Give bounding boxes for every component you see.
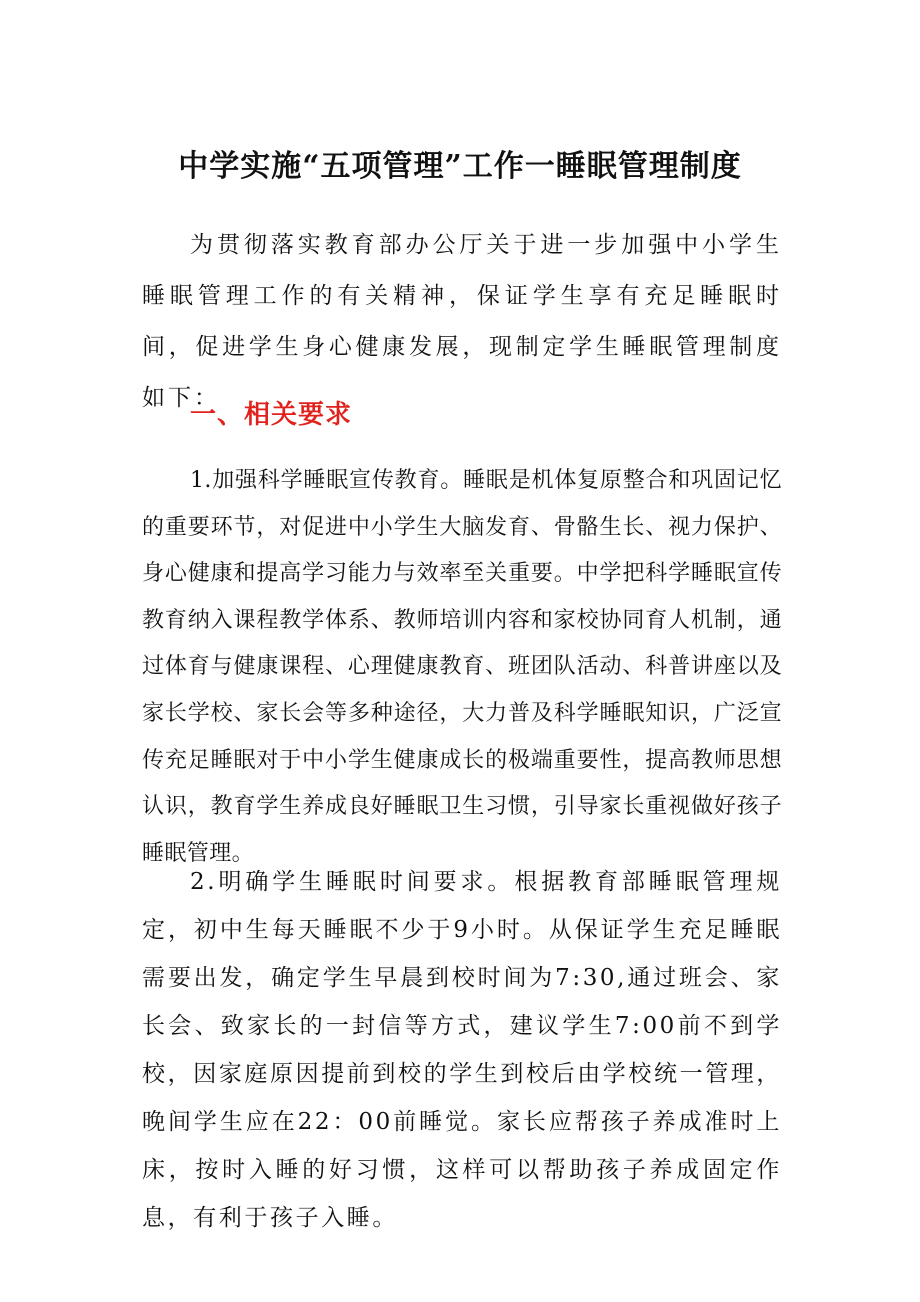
page-title: 中学实施“五项管理”工作一睡眠管理制度 xyxy=(178,149,742,184)
paragraph-1: 1.加强科学睡眠宣传教育。睡眠是机体复原整合和巩固记忆的重要环节，对促进中小学生大脑发育、骨骼生长、视力保护、身心健康和提高学习能力与效率至关重要。中学把科学睡眠宣传教育纳入课程教学体系、教师培训内容和家校协同育人机制，通过体育与健康课程、心理健康教育、班团队活动、科普讲座以及家长学校、家长会等多种途径，大力普及科学睡眠知识，广泛宣传充足睡眠对于中小学生健康成长的极端重要性，提高教师思想认识，教育学生养成良好睡眠卫生习惯，引导家长重视做好孩子睡眠管理。 xyxy=(142,468,782,866)
section-heading: 一、相关要求 xyxy=(190,400,353,430)
intro-paragraph: 为贯彻落实教育部办公厅关于进一步加强中小学生睡眠管理工作的有关精神，保证学生享有充足睡眠时间，促进学生身心健康发展，现制定学生睡眠管理制度如下： xyxy=(142,232,782,411)
paragraph-2: 2.明确学生睡眠时间要求。根据教育部睡眠管理规定，初中生每天睡眠不少于9小时。从保证学生充足睡眠需要出发，确定学生早晨到校时间为7:30,通过班会、家长会、致家长的一封信等方式，建议学生7:00前不到学校，因家庭原因提前到校的学生到校后由学校统一管理，晚间学生应在22：00前睡觉。家长应帮孩子养成准时上床，按时入睡的好习惯，这样可以帮助孩子养成固定作息，有利于孩子入睡。 xyxy=(142,869,782,1231)
